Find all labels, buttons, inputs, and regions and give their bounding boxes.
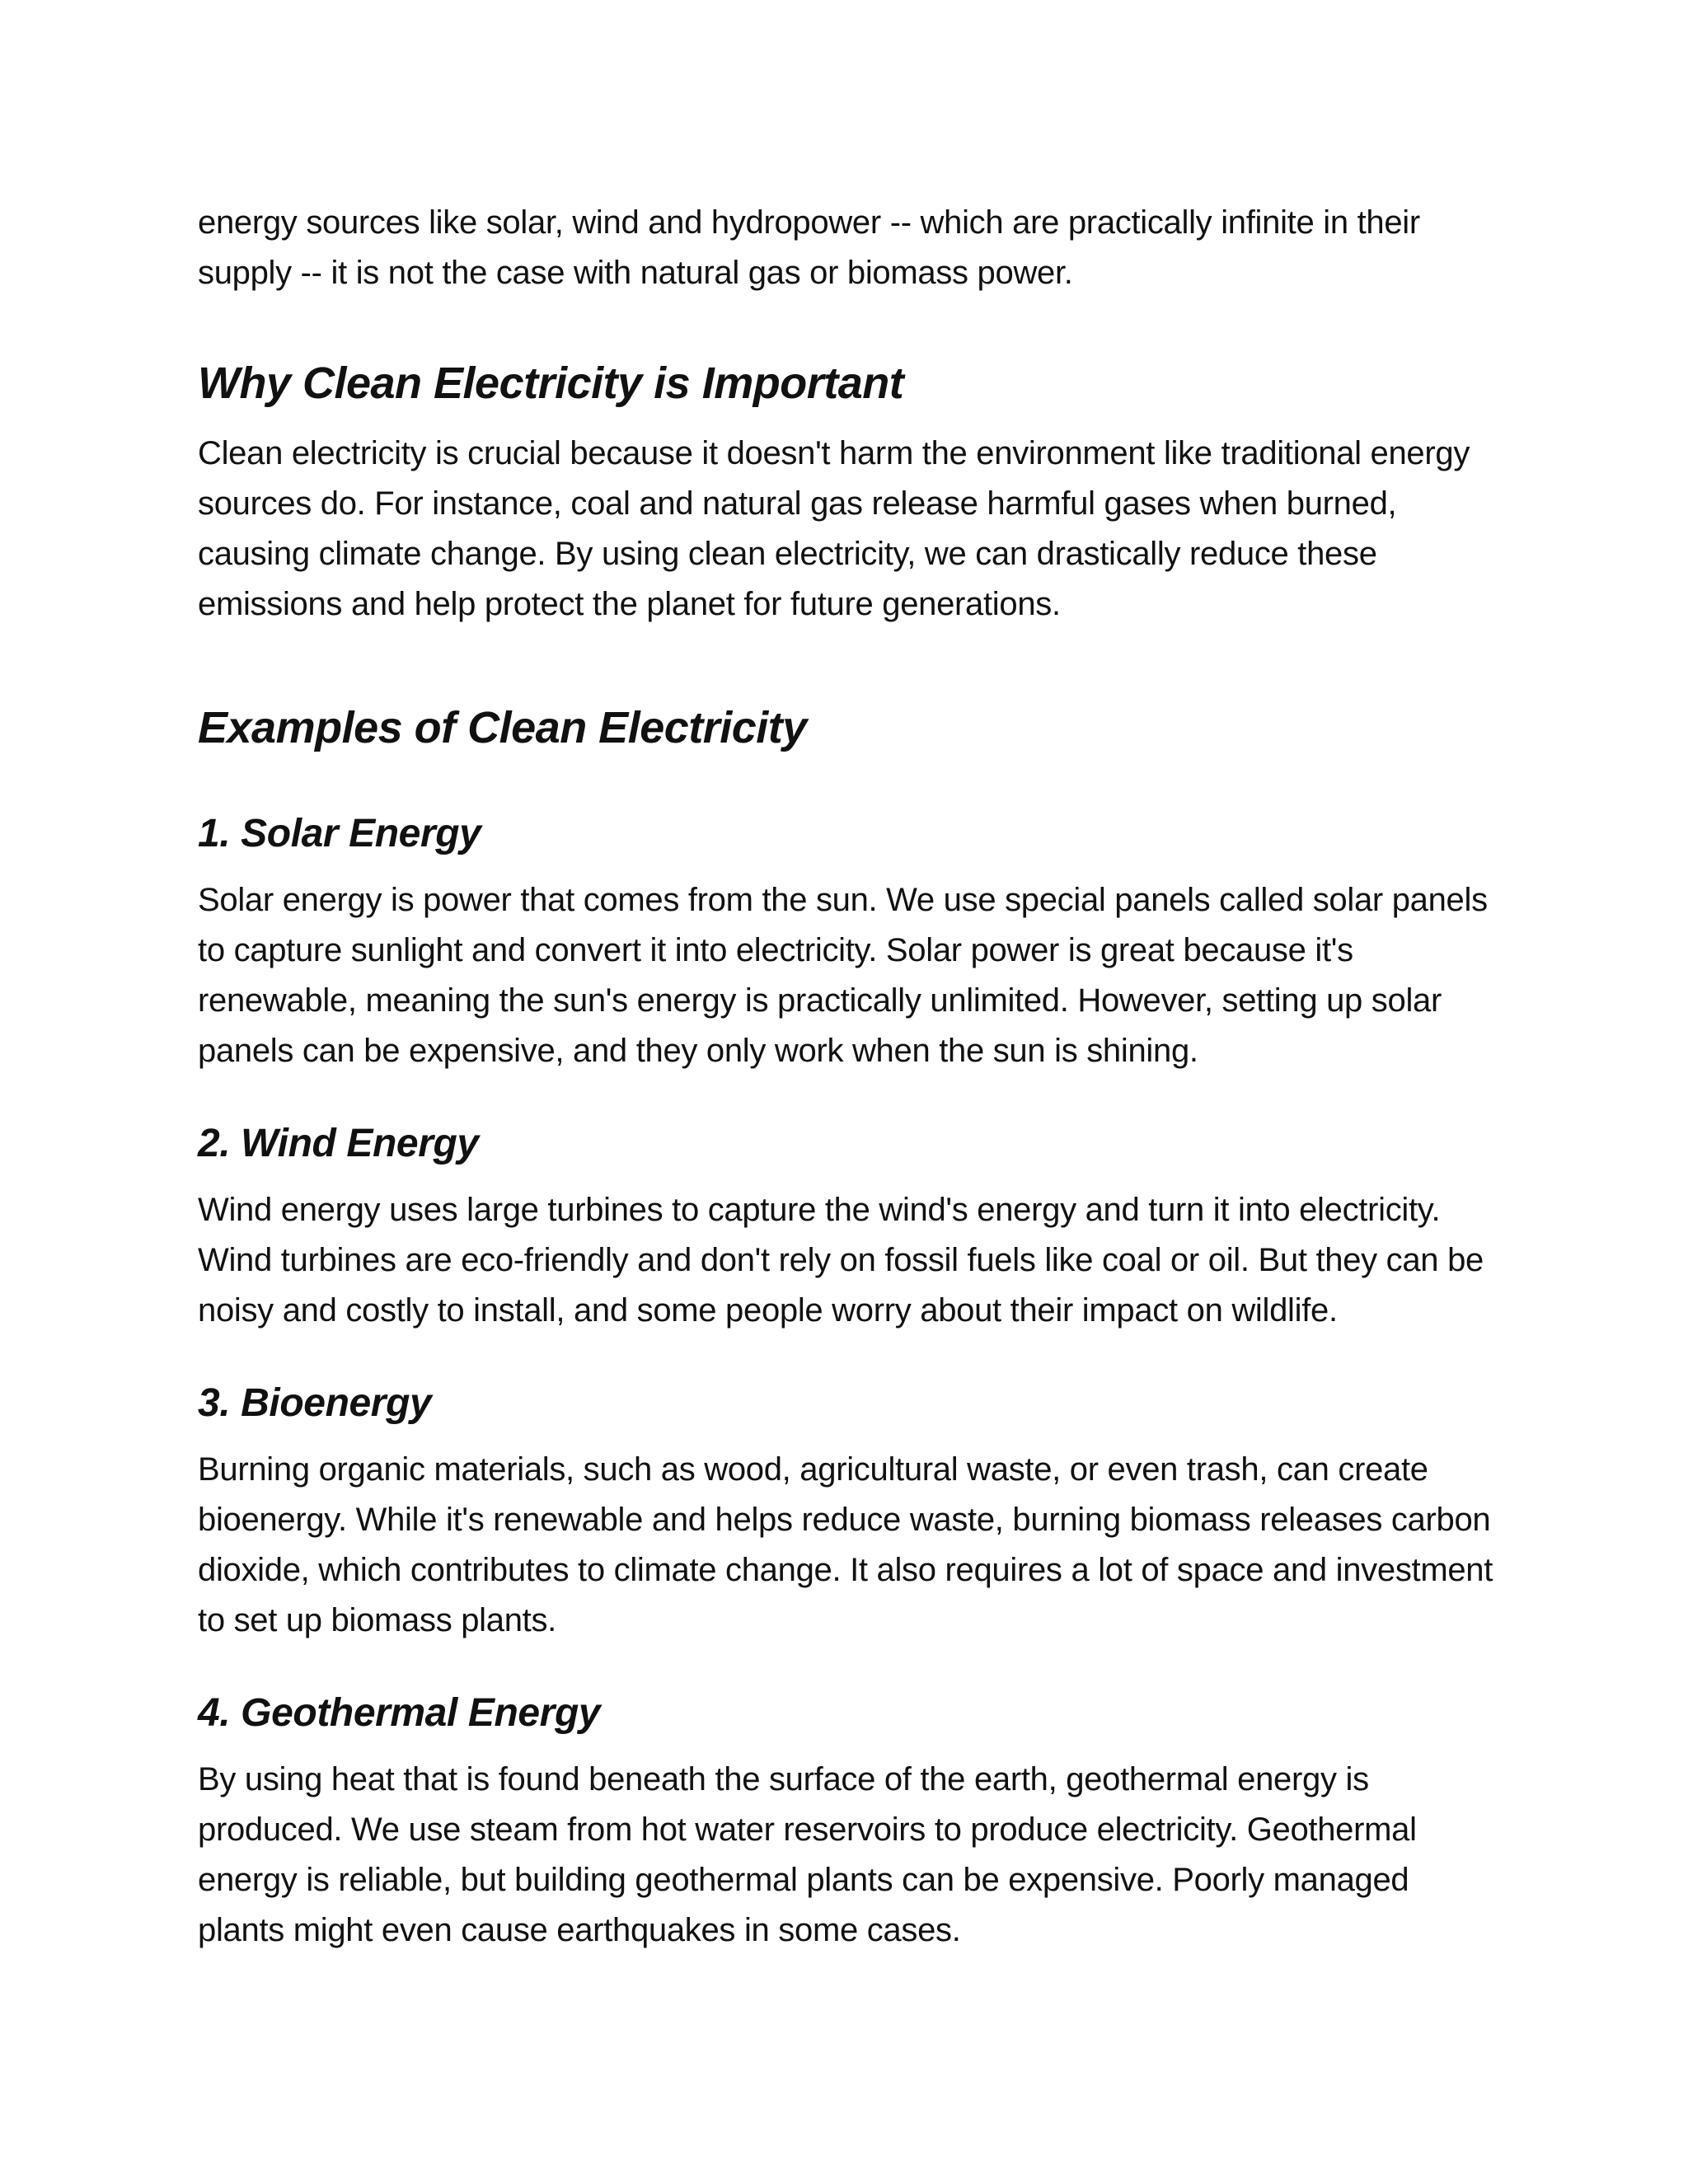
geothermal-energy-paragraph: By using heat that is found beneath the surface of the earth, geothermal energy is produced. We use steam from hot water reservoirs to produce electricity. Geothermal energy is reliable, but building geothermal plants can be expensive. Poorly managed plants might even cause earthquakes in some cases. (198, 1761, 1417, 1948)
document-page (198, 198, 1500, 1956)
why-clean-electricity-paragraph: Clean electricity is crucial because it doesn't harm the environment like traditional energy sources do. For instance, coal and natural gas release harmful gases when burned, causing climate change. By using clean electricity, we can drastically reduce these emissions and help protect the planet for future generations. (198, 435, 1470, 622)
solar-energy-heading: 1. Solar Energy (198, 812, 481, 855)
wind-energy-paragraph: Wind energy uses large turbines to capture the wind's energy and turn it into electricity. Wind turbines are eco-friendly and don't rely on fossil fuels like coal or oil. But they can be noisy and costly to install, and some people worry about their impact on wildlife. (198, 1192, 1484, 1329)
why-clean-electricity-heading: Why Clean Electricity is Important (198, 359, 904, 408)
geothermal-energy-heading: 4. Geothermal Energy (198, 1691, 601, 1735)
intro-paragraph: energy sources like solar, wind and hydropower -- which are practically infinite in their supply -- it is not the case with natural gas or biomass power. (198, 204, 1420, 291)
examples-heading: Examples of Clean Electricity (198, 703, 807, 752)
wind-energy-heading: 2. Wind Energy (198, 1122, 479, 1165)
solar-energy-paragraph: Solar energy is power that comes from the sun. We use special panels called solar panels to capture sunlight and convert it into electricity. Solar power is great because it's renewable, meaning the sun's energy is practically unlimited. However, setting up solar panels can be expensive, and they only work when the sun is shining. (198, 882, 1488, 1069)
bioenergy-heading: 3. Bioenergy (198, 1381, 432, 1425)
bioenergy-paragraph: Burning organic materials, such as wood, agricultural waste, or even trash, can create bioenergy. While it's renewable and helps reduce waste, burning biomass releases carbon dioxide, which contributes to climate change. It also requires a lot of space and investment to set up biomass plants. (198, 1451, 1493, 1638)
